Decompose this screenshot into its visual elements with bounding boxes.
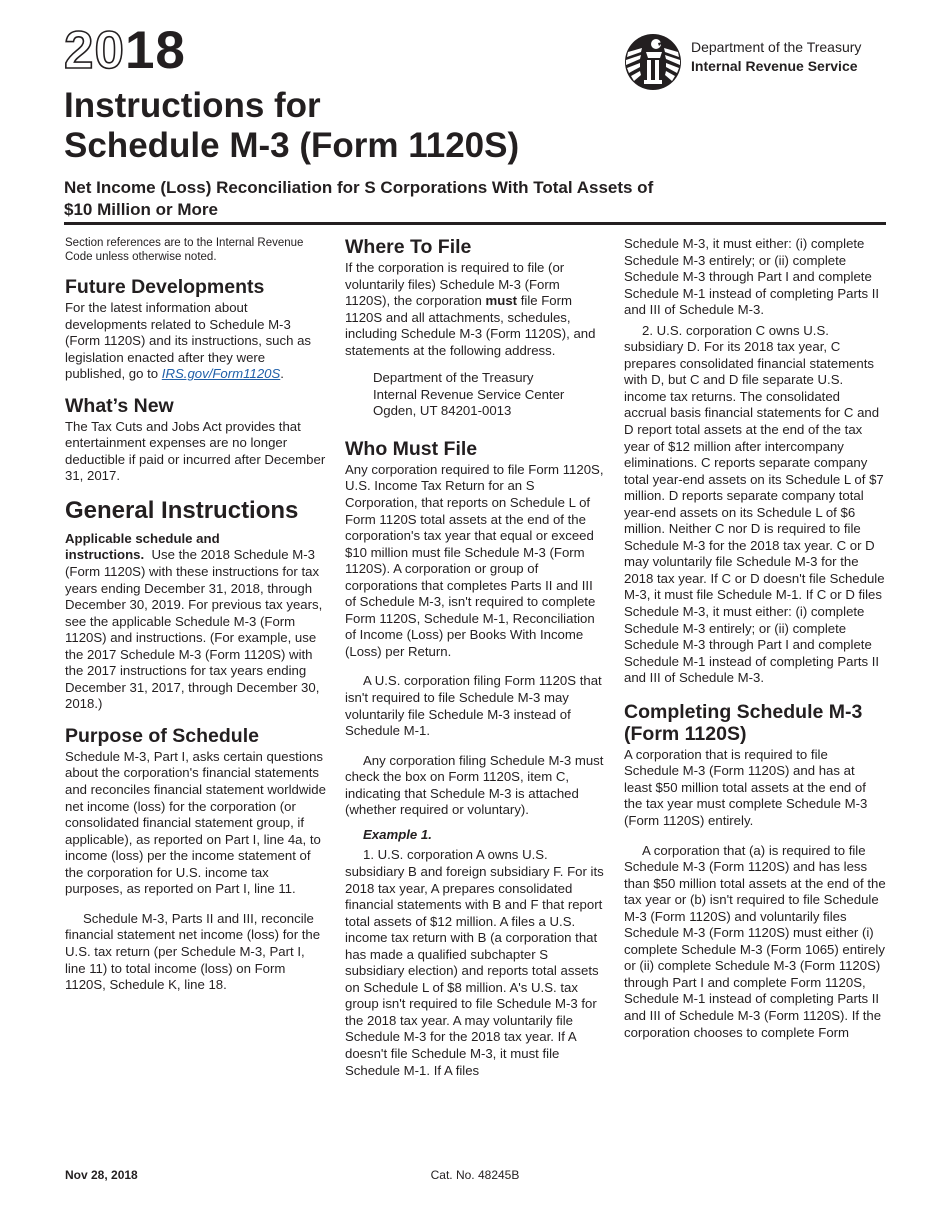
revision-date: Nov 28, 2018	[65, 1168, 138, 1182]
agency-department: Department of the Treasury	[691, 39, 862, 55]
irs-eagle-logo-icon	[622, 32, 686, 92]
completing-schedule-heading: Completing Schedule M-3 (Form 1120S)	[624, 700, 863, 745]
whats-new-heading: What’s New	[65, 394, 174, 417]
example-continued-paragraph: Schedule M-3, it must either: (i) complete Schedule M-3 entirely; or (ii) complete Schedule M-3 through Part I and complete Schedule M-1 instead of completing Parts II and III of Schedule M-3.	[624, 236, 880, 318]
address-line-1: Department of the Treasury	[373, 370, 534, 386]
title-line-1: Instructions for	[64, 86, 321, 125]
where-must: must	[485, 293, 518, 309]
who-must-file-paragraph-1: Any corporation required to file Form 1120S, U.S. Income Tax Return for an S Corporation, that reports on Schedule L of Form 1120S total assets at the end of the corporation's tax year that equal or exceed $10 million must file Schedule M-3 (Form 1120S). A corporation or group of corporations that completes Parts II and III of Schedule M-3, isn't required to complete Form 1120S, Schedule M-1, Reconciliation of Income (Loss) per Books With Income (Loss) per Return.	[345, 461, 604, 659]
form1120s-link[interactable]: IRS.gov/Form1120S	[161, 366, 281, 382]
applicable-text: Use the 2018 Schedule M-3 (Form 1120S) with these instructions for tax years ending December 31, 2018, through December 30, 2019. For previous tax years, see the applicable Schedule M-3 (Form 1120S) and instructions. (For example, use the 2017 Schedule M-3 (Form 1120S) with the 2017 instructions for tax years ending December 31, 2017, through December 30, 2018.)	[65, 547, 323, 712]
example-1-paragraph: 1. U.S. corporation A owns U.S. subsidiary B and foreign subsidiary F. For its 2018 tax year, A prepares consolidated financial statements with B and F that report total assets of $12 million. A files a U.S. income tax return with B (a corporation that has made a qualified subchapter S subsidiary election) and reports total assets on Schedule L of $8 million. A's U.S. tax group isn't required to file Schedule M-3 for the 2018 tax year. A may voluntarily file Schedule M-3 for the 2018 tax year. If A doesn't file Schedule M-3, it must file Schedule M-1. If A files	[345, 847, 604, 1078]
general-instructions-heading: General Instructions	[65, 496, 299, 524]
tax-year-bold: 18	[124, 21, 186, 80]
future-developments-heading: Future Developments	[65, 276, 265, 298]
future-text: For the latest information about developments related to Schedule M-3 (Form 1120S) and its instructions, such as legislation enacted after they were published, go to	[65, 300, 312, 382]
whats-new-text: The Tax Cuts and Jobs Act provides that entertainment expenses are no longer deductible if paid or incurred after December 31, 2017.	[65, 418, 326, 484]
future-developments-text: For the latest information about developments related to Schedule M-3 (Form 1120S) and its instructions, such as legislation enacted after they were published, go to IRS.gov/Form1120S.	[65, 300, 312, 382]
applicable-lead: Applicable schedule and instructions.	[65, 530, 220, 563]
purpose-paragraph-1: Schedule M-3, Part I, asks certain questions about the corporation's financial statements and reconciles financial statement worldwide net income (loss) for the corporation (or consolidated financial statement group, if applicable), as reported on Part I, line 4a, to income (loss) per the income statement of the corporation for U.S. income tax purposes, as reported on Part I, line 11.	[65, 748, 326, 897]
tax-year-outline: 20	[64, 21, 125, 80]
agency-irs: Internal Revenue Service	[691, 58, 858, 74]
title-line-2: Schedule M-3 (Form 1120S)	[64, 126, 520, 165]
page-subtitle	[64, 177, 824, 221]
where-pre: If the corporation is required to file (or voluntarily files) Schedule M-3 (Form 1120S), the corporation	[345, 260, 565, 309]
where-to-file-heading: Where To File	[345, 236, 472, 258]
completing-paragraph-2: A corporation that (a) is required to file Schedule M-3 (Form 1120S) and has less than $50 million total assets at the end of the tax year or (b) isn't required to file Schedule M-3 (Form 1120S) and voluntarily files Schedule M-3 (Form 1120S) must either (i) complete Schedule M-3 (Form 1065) entirely or (ii) complete Schedule M-3 (Form 1120S) through Part I and complete Form 1120S, Schedule M-1 instead of completing Parts II and III of Schedule M-3 (Form 1120S). If the corporation chooses to complete Form	[624, 842, 886, 1040]
example-2-paragraph: 2. U.S. corporation C owns U.S. subsidiary D. For its 2018 tax year, C prepares consolidated financial statements with D, but C and D file separate U.S. income tax returns. The consolidated accrual basis financial statements for C and D report total assets at the end of the tax year of $12 million after intercompany eliminations. C reports separate company total year-end assets on its Schedule L of $7 million. D reports separate company total year-end assets on its Schedule L of $6 million. Neither C nor D is required to file Schedule M-3 for the 2018 tax year. C or D may voluntarily file Schedule M-3 for the 2018 tax year. If C or D doesn't file Schedule M-3, it must file Schedule M-1. If C or D files Schedule M-3, it must either: (i) complete Schedule M-3 entirely; or (ii) complete Schedule M-3 through Part I and complete Schedule M-1 instead of completing Parts II and III of Schedule M-3.	[624, 322, 885, 686]
column-2	[345, 236, 607, 1079]
column-1	[65, 236, 326, 994]
address-line-2: Internal Revenue Service Center	[373, 386, 565, 402]
agency-name	[691, 38, 861, 76]
subtitle-line-2: $10 Million or More	[64, 200, 218, 219]
who-must-file-paragraph-2: A U.S. corporation filing Form 1120S that isn't required to file Schedule M-3 may voluntarily file Schedule M-3 instead of Schedule M-1.	[345, 673, 602, 739]
who-must-file-paragraph-3: Any corporation filing Schedule M-3 must check the box on Form 1120S, item C, indicating that Schedule M-3 is attached (whether required or voluntary).	[345, 752, 604, 818]
intro-note: Section references are to the Internal Revenue Code unless otherwise noted.	[65, 237, 304, 263]
tax-year	[64, 21, 186, 80]
page-title	[64, 86, 519, 166]
where-post: file Form 1120S and all attachments, schedules, including Schedule M-3 (Form 1120S), and statements at the following address.	[345, 293, 596, 358]
mailing-address	[373, 370, 607, 420]
purpose-paragraph-2: Schedule M-3, Parts II and III, reconcile financial statement net income (loss) for the U.S. tax return (per Schedule M-3, Part I, line 11) to total income (loss) on Form 1120S, Schedule K, line 18.	[65, 910, 321, 993]
applicable-schedule-paragraph	[65, 531, 326, 713]
where-to-file-text	[345, 260, 607, 359]
completing-paragraph-1: A corporation that is required to file Schedule M-3 (Form 1120S) and has at least $50 million total assets at the end of the tax year must complete Schedule M-3 (Form 1120S) entirely.	[624, 746, 868, 828]
address-line-3: Ogden, UT 84201-0013	[373, 403, 512, 419]
header-divider	[64, 222, 886, 225]
subtitle-line-1: Net Income (Loss) Reconciliation for S Corporations With Total Assets of	[64, 178, 654, 197]
who-must-file-heading: Who Must File	[345, 437, 478, 460]
purpose-heading: Purpose of Schedule	[65, 724, 259, 747]
example-1-label: Example 1.	[363, 826, 432, 842]
catalog-number: Cat. No. 48245B	[430, 1168, 520, 1182]
column-3	[624, 236, 886, 1041]
